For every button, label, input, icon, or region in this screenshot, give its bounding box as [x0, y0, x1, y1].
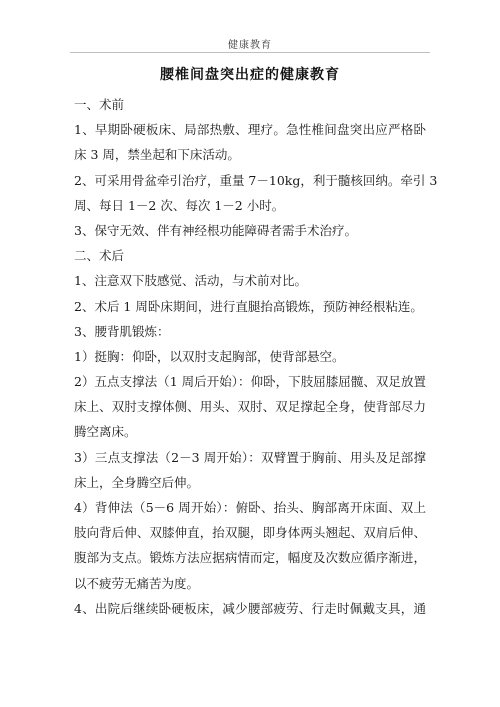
body-line: 床上，全身腾空后伸。	[74, 474, 200, 490]
running-header: 健康教育	[228, 40, 272, 51]
header-divider	[70, 52, 430, 53]
body-line: 2、术后 1 周卧床期间，进行直腿抬高锻炼，预防神经根粘连。	[74, 298, 423, 314]
body-line: 床 3 周，禁坐起和下床活动。	[74, 147, 240, 163]
body-line: 以不疲劳无痛苦为度。	[74, 575, 200, 591]
body-line: 2）五点支撑法（1 周后开始）：仰卧，下肢屈膝屈髋、双足放置	[74, 374, 426, 390]
body-line: 1）挺胸：仰卧，以双肘支起胸部，使背部悬空。	[74, 348, 345, 364]
body-line: 肢向背后伸、双膝伸直，抬双腿，即身体两头翘起、双肩后伸、	[74, 525, 426, 541]
body-line: 一、术前	[74, 97, 125, 112]
body-line: 4、出院后继续卧硬板床，减少腰部疲劳、行走时佩戴支具，通	[74, 600, 426, 616]
body-line: 1、早期卧硬板床、局部热敷、理疗。急性椎间盘突出应严格卧	[74, 122, 426, 138]
body-line: 4）背伸法（5－6 周开始）：俯卧、抬头、胸部离开床面、双上	[74, 500, 426, 515]
body-line: 3）三点支撑法（2－3 周开始）：双臂置于胸前、用头及足部撑	[74, 449, 426, 465]
body-line: 腾空离床。	[74, 424, 137, 440]
body-line: 1、注意双下肢感觉、活动，与术前对比。	[74, 273, 307, 289]
body-line: 3、保守无效、伴有神经根功能障碍者需手术治疗。	[74, 222, 357, 238]
body-line: 3、腰背肌锻炼：	[74, 323, 170, 339]
body-line: 2、可采用骨盆牵引治疗，重量 7－10kg，利于髓核回纳。牵引 3	[74, 172, 438, 188]
body-line: 腹部为支点。锻炼方法应据病情而定，幅度及次数应循序渐进，	[74, 550, 426, 566]
body-line: 二、术后	[74, 248, 125, 264]
document-title: 腰椎间盘突出症的健康教育	[160, 67, 340, 83]
body-line: 周、每日 1－2 次、每次 1－2 小时。	[74, 197, 285, 213]
document-body	[74, 92, 438, 621]
body-line: 床上、双肘支撑体侧、用头、双肘、双足撑起全身，使背部尽力	[74, 399, 426, 415]
